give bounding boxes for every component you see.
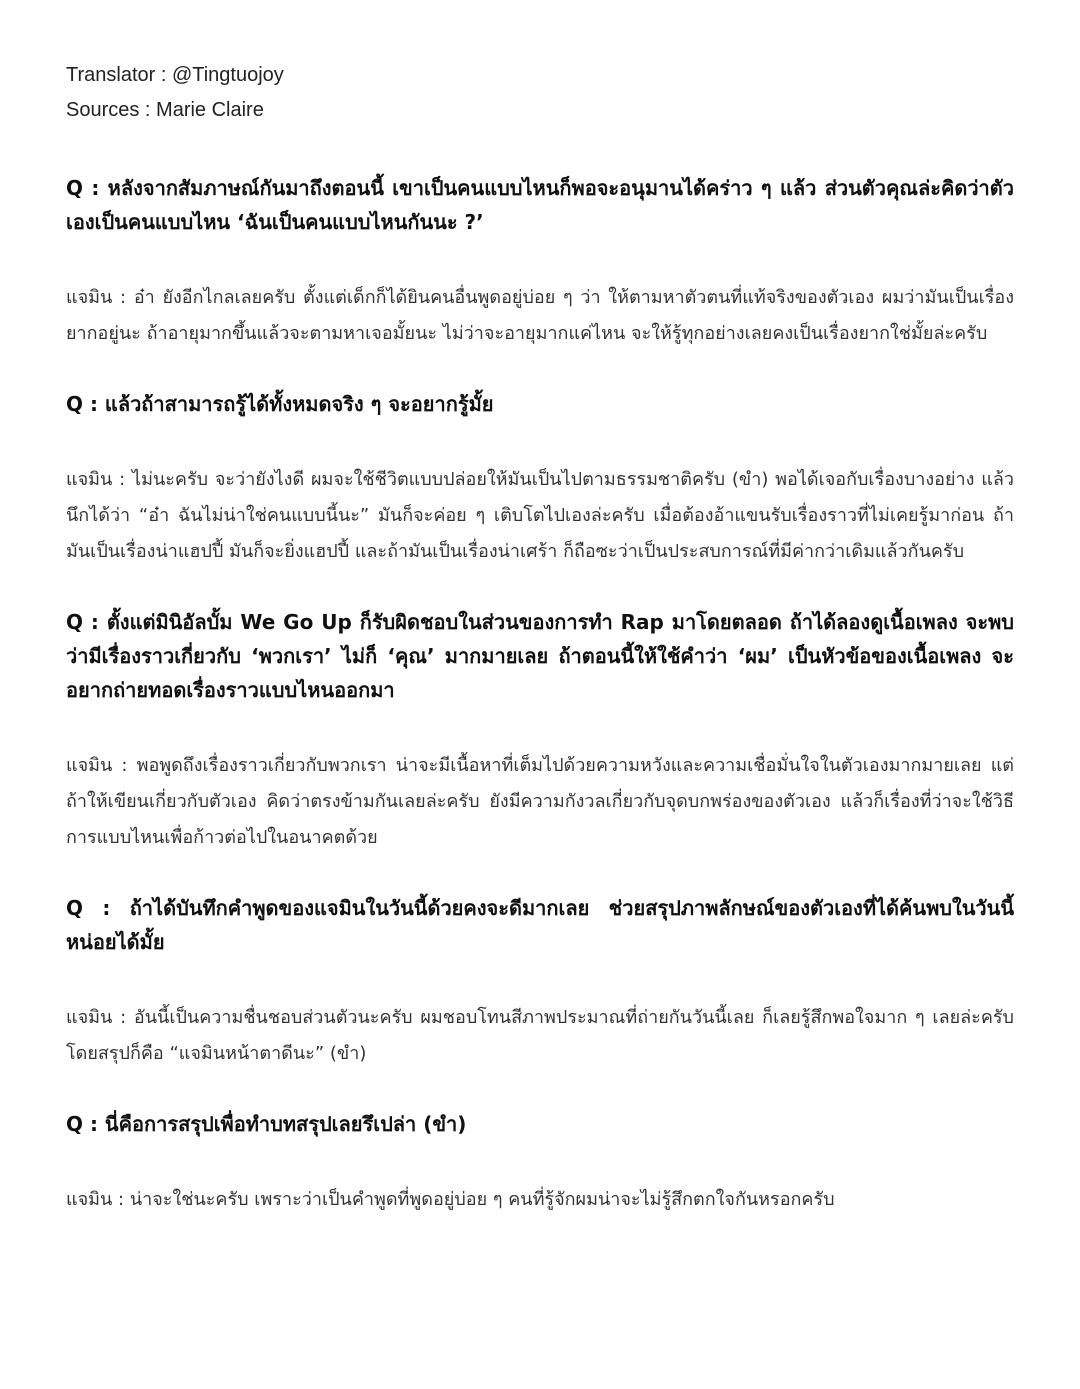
spacer [66, 421, 1014, 462]
spacer [66, 1141, 1014, 1182]
question-2: Q : แล้วถ้าสามารถรู้ได้ทั้งหมดจริง ๆ จะอยากรู้มั้ย [66, 392, 494, 416]
spacer [66, 128, 1014, 171]
answer-4: แจมิน : อันนี้เป็นความชื่นชอบส่วนตัวนะครับ ผมชอบโทนสีภาพประมาณที่ถ่ายกันวันนี้เลย ก็เลยรู้สึกพอใจมาก ๆ เลยล่ะครับ โดยสรุปก็คือ “แจมินหน้าตาดีนะ” (ขำ) [66, 1007, 1014, 1064]
answer-2: แจมิน : ไม่นะครับ จะว่ายังไงดี ผมจะใช้ชีวิตแบบปล่อยให้มันเป็นไปตามธรรมชาติครับ (ขำ) พอได้เจอกับเรื่องบางอย่าง แล้วนึกได้ว่า “อ๋า ฉันไม่น่าใช่คนแบบนี้นะ” มันก็จะค่อย ๆ เติบโตไปเองล่ะครับ เมื่อต้องอ้าแขนรับเรื่องราวที่ไม่เคยรู้มาก่อน ถ้ามันเป็นเรื่องน่าแฮปปี้ มันก็จะยิ่งแฮปปี้ และถ้ามันเป็นเรื่องน่าเศร้า ก็ถือซะว่าเป็นประสบการณ์ที่มีค่ากว่าเดิมแล้วกันครับ [66, 469, 1014, 562]
question-3: Q : ตั้งแต่มินิอัลบั้ม We Go Up ก็รับผิดชอบในส่วนของการทำ Rap มาโดยตลอด ถ้าได้ลองดูเนื้อเพลง จะพบว่ามีเรื่องราวเกี่ยวกับ ‘พวกเรา’ ไม่ก็ ‘คุณ’ มากมายเลย ถ้าตอนนี้ให้ใช้คำว่า ‘ผม’ เป็นหัวข้อของเนื้อเพลง จะอยากถ่ายทอดเรื่องราวแบบไหนออกมา [66, 610, 1014, 702]
answer-1: แจมิน : อ๋า ยังอีกไกลเลยครับ ตั้งแต่เด็กก็ได้ยินคนอื่นพูดอยู่บ่อย ๆ ว่า ให้ตามหาตัวตนที่แท้จริงของตัวเอง ผมว่ามันเป็นเรื่องยากอยู่นะ ถ้าอายุมากขึ้นแล้วจะตามหาเจอมั้ยนะ ไม่ว่าจะอายุมากแค่ไหน จะให้รู้ทุกอย่างเลยคงเป็นเรื่องยากใช่มั้ยล่ะครับ [66, 287, 1014, 344]
spacer [66, 959, 1014, 1000]
sources-credit: Sources : Marie Claire [66, 99, 264, 121]
question-4: Q : ถ้าได้บันทึกคำพูดของแจมินในวันนี้ด้วยคงจะดีมากเลย ช่วยสรุปภาพลักษณ์ของตัวเองที่ได้ค้นพบในวันนี้หน่อยได้มั้ย [66, 896, 1014, 954]
translator-credit: Translator : @Tingtuojoy [66, 64, 284, 86]
spacer [66, 570, 1014, 605]
spacer [66, 239, 1014, 280]
spacer [66, 352, 1014, 387]
question-1: Q : หลังจากสัมภาษณ์กันมาถึงตอนนี้ เขาเป็นคนแบบไหนก็พอจะอนุมานได้คร่าว ๆ แล้ว ส่วนตัวคุณล่ะคิดว่าตัวเองเป็นคนแบบไหน ‘ฉันเป็นคนแบบไหนกันนะ ?’ [66, 176, 1014, 234]
spacer [66, 1072, 1014, 1107]
answer-3: แจมิน : พอพูดถึงเรื่องราวเกี่ยวกับพวกเรา น่าจะมีเนื้อหาที่เต็มไปด้วยความหวังและความเชื่อมั่นใจในตัวเองมากมายเลย แต่ถ้าให้เขียนเกี่ยวกับตัวเอง คิดว่าตรงข้ามกันเลยล่ะครับ ยังมีความกังวลเกี่ยวกับจุดบกพร่องของตัวเอง แล้วก็เรื่องที่ว่าจะใช้วิธีการแบบไหนเพื่อก้าวต่อไปในอนาคตด้วย [66, 755, 1014, 848]
spacer [66, 856, 1014, 891]
spacer [66, 707, 1014, 748]
question-5: Q : นี่คือการสรุปเพื่อทำบทสรุปเลยรึเปล่า (ขำ) [66, 1112, 467, 1136]
document-page [66, 58, 1014, 1218]
answer-5: แจมิน : น่าจะใช่นะครับ เพราะว่าเป็นคำพูดที่พูดอยู่บ่อย ๆ คนที่รู้จักผมน่าจะไม่รู้สึกตกใจกันหรอกครับ [66, 1189, 835, 1210]
